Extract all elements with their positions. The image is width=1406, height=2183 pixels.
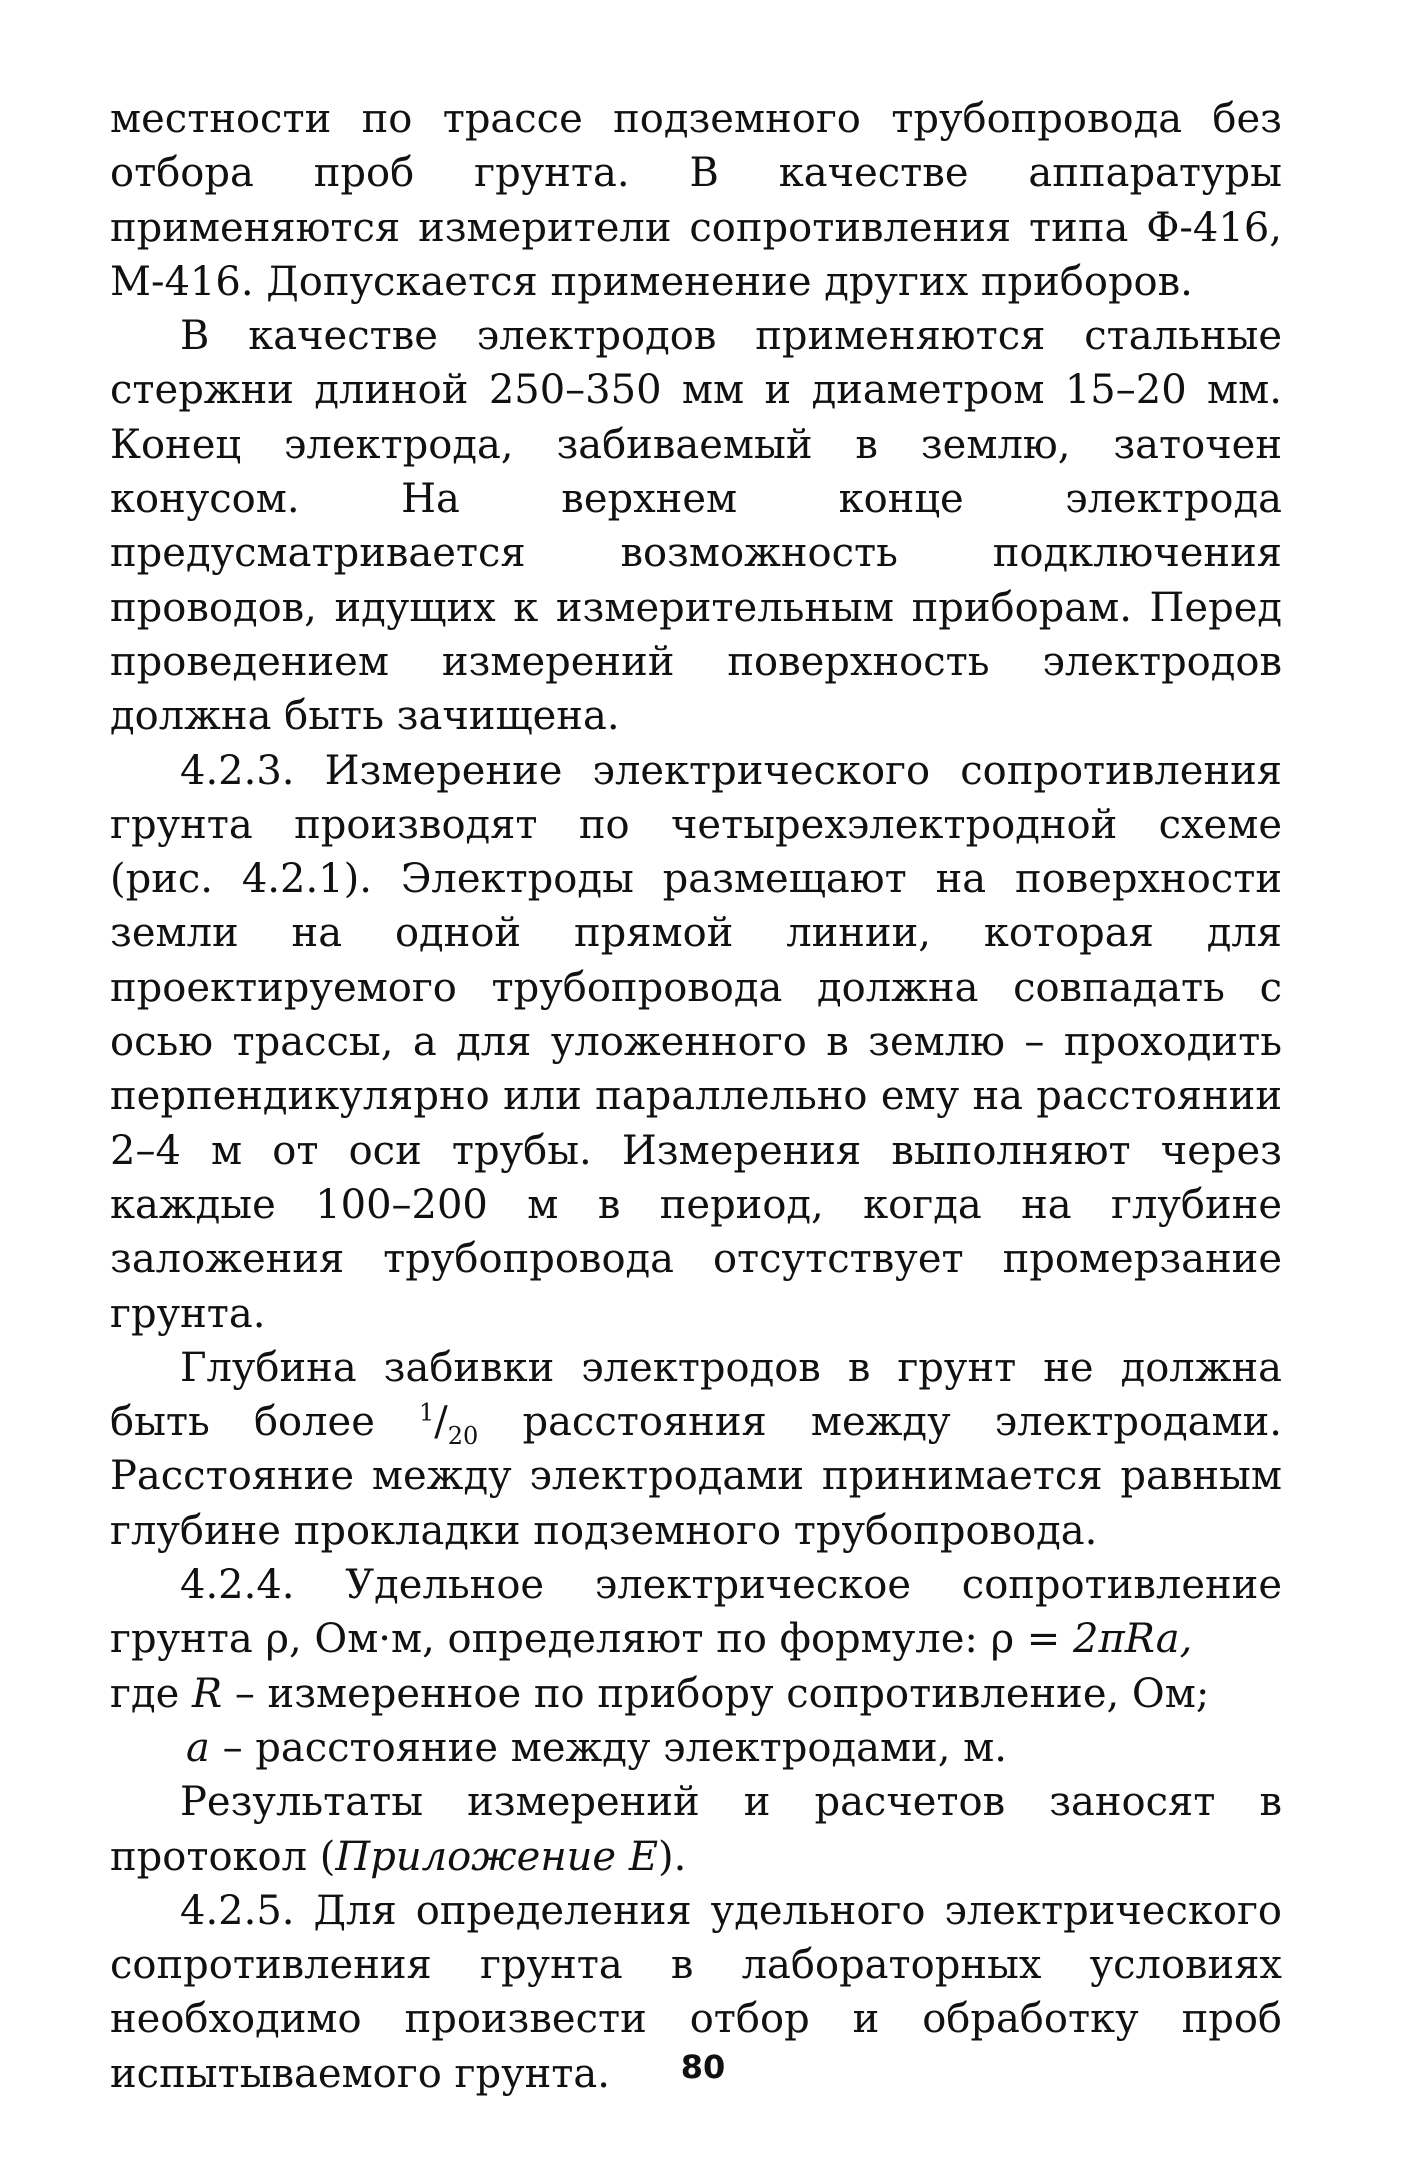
depth-text-after: расстояния между электродами. Расстояние между электродами принимается равным глубине прокладки подземного трубопровода. (110, 1399, 1282, 1554)
fraction-numerator: 1 (419, 1398, 435, 1427)
where-word: где (110, 1670, 192, 1717)
paragraph-results (110, 1775, 1282, 1884)
appendix-reference: Приложение Е (335, 1833, 659, 1880)
paragraph-depth (110, 1341, 1282, 1558)
definition-a (110, 1721, 1282, 1775)
paragraph-1: местности по трассе подземного трубопровода без отбора проб грунта. В качестве аппаратуры применяются измерители сопротивления типа Ф-416, М-416. Допускается применение других приборов. (110, 96, 1282, 305)
variable-a: a (186, 1724, 210, 1771)
results-text-before: Результаты измерений и расчетов заносят в протокол ( (110, 1779, 1282, 1880)
formula-intro: 4.2.4. Удельное электрическое сопротивление грунта ρ, Ом·м, определяют по формуле: ρ = (110, 1562, 1282, 1663)
results-text-after: ). (658, 1833, 687, 1880)
paragraph-electrodes: В качестве электродов применяются стальные стержни длиной 250–350 мм и диаметром 15–20 мм. Конец электрода, забиваемый в землю, заточен конусом. На верхнем конце электрода предусматривается возможность подключения проводов, идущих к измерительным приборам. Перед проведением измерений поверхность электродов должна быть зачищена. (110, 313, 1282, 740)
paragraph-4-2-5: 4.2.5. Для определения удельного электрического сопротивления грунта в лабораторных условиях необходимо произвести отбор и обработку проб испытываемого грунта. (110, 1887, 1282, 2097)
page-number: 80 (680, 2048, 726, 2086)
page-body (110, 92, 1282, 2101)
variable-r: R (191, 1670, 223, 1717)
definition-r (110, 1667, 1282, 1721)
fraction-slash: / (434, 1399, 448, 1446)
formula: 2πRa, (1073, 1616, 1193, 1663)
paragraph-4-2-3: 4.2.3. Измерение электрического сопротивления грунта производят по четырехэлектродной схеме (рис. 4.2.1). Электроды размещают на поверхности земли на одной прямой линии, которая для проектируемого трубопровода должна совпадать с осью трассы, а для уложенного в землю – проходить перпендикулярно или параллельно ему на расстоянии 2–4 м от оси трубы. Измерения выполняют через каждые 100–200 м в период, когда на глубине заложения трубопровода отсутствует промерзание грунта. (110, 747, 1282, 1337)
depth-text-before: Глубина забивки электродов в грунт не должна быть более (110, 1344, 1282, 1446)
paragraph-4-2-4 (110, 1558, 1282, 1667)
fraction-denominator: 20 (447, 1422, 479, 1451)
definition-r-text: – измеренное по прибору сопротивление, Ом; (222, 1670, 1210, 1717)
definition-a-text: – расстояние между электродами, м. (209, 1724, 1007, 1771)
